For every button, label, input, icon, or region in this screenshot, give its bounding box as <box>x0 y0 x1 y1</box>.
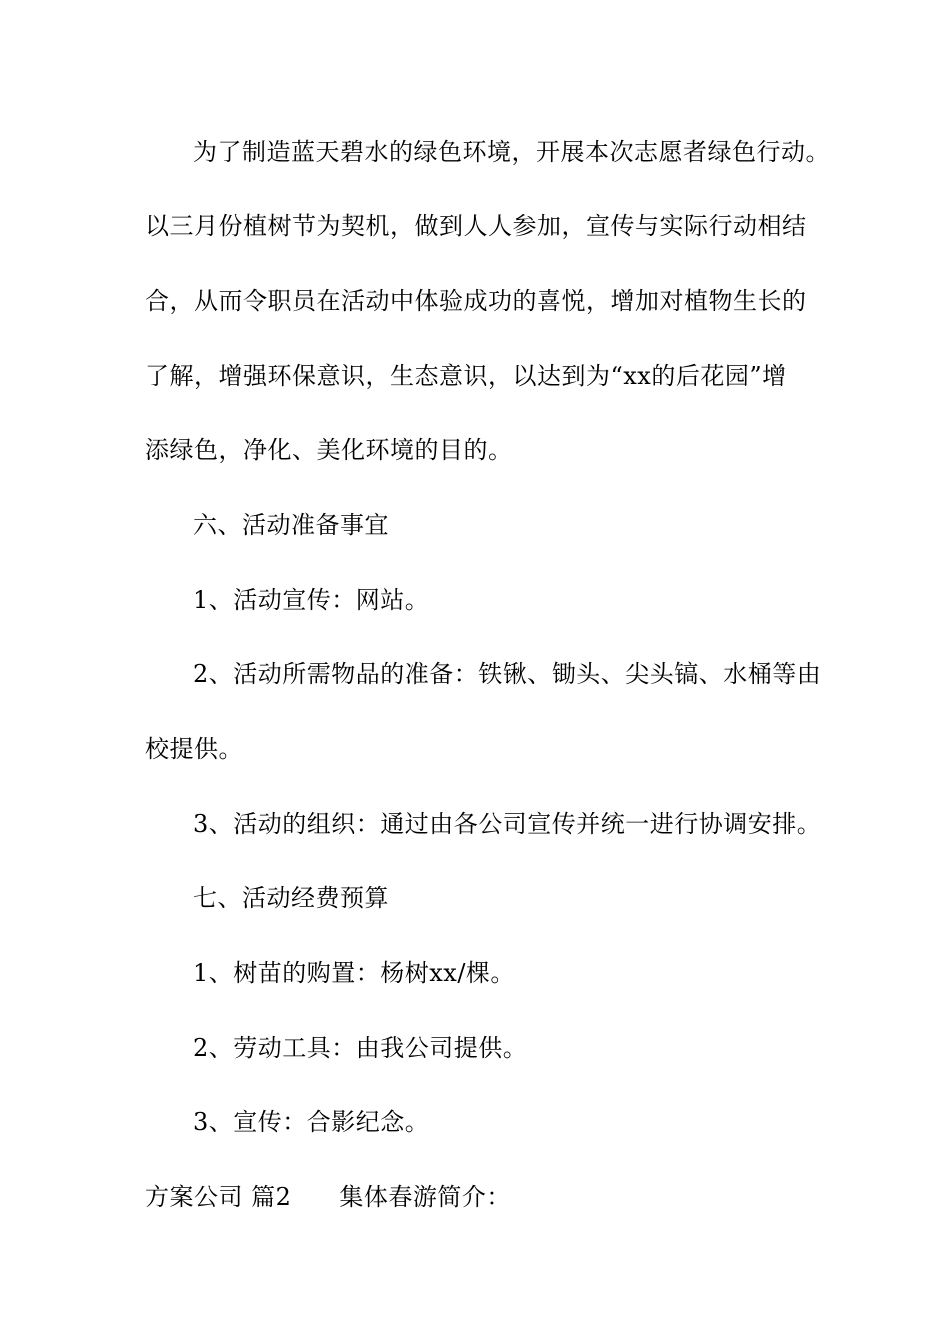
section-heading: 七、活动经费预算 <box>193 884 389 912</box>
paragraph-line: 添绿色，净化、美化环境的目的。 <box>145 436 513 464</box>
paragraph-line: 为了制造蓝天碧水的绿色环境，开展本次志愿者绿色行动。 <box>193 138 830 166</box>
paragraph-line: 合，从而令职员在活动中体验成功的喜悦，增加对植物生长的 <box>145 287 807 315</box>
chapter-label: 方案公司 篇2 <box>145 1183 292 1211</box>
section-heading: 六、活动准备事宜 <box>193 511 389 539</box>
paragraph-line: 以三月份植树节为契机，做到人人参加，宣传与实际行动相结 <box>145 212 807 240</box>
list-item: 3、宣传：合影纪念。 <box>193 1108 430 1136</box>
footer-line <box>145 1182 511 1212</box>
list-item-continuation: 校提供。 <box>145 735 243 763</box>
chapter-subtitle: 集体春游简介： <box>339 1183 511 1211</box>
list-item: 1、树苗的购置：杨树xx/棵。 <box>193 959 515 987</box>
list-item: 3、活动的组织：通过由各公司宣传并统一进行协调安排。 <box>193 810 822 838</box>
list-item: 1、活动宣传：网站。 <box>193 586 430 614</box>
paragraph-line: 了解，增强环保意识，生态意识，以达到为“xx的后花园”增 <box>145 362 787 390</box>
list-item: 2、活动所需物品的准备：铁锹、锄头、尖头镐、水桶等由 <box>193 660 822 688</box>
list-item: 2、劳动工具：由我公司提供。 <box>193 1034 528 1062</box>
